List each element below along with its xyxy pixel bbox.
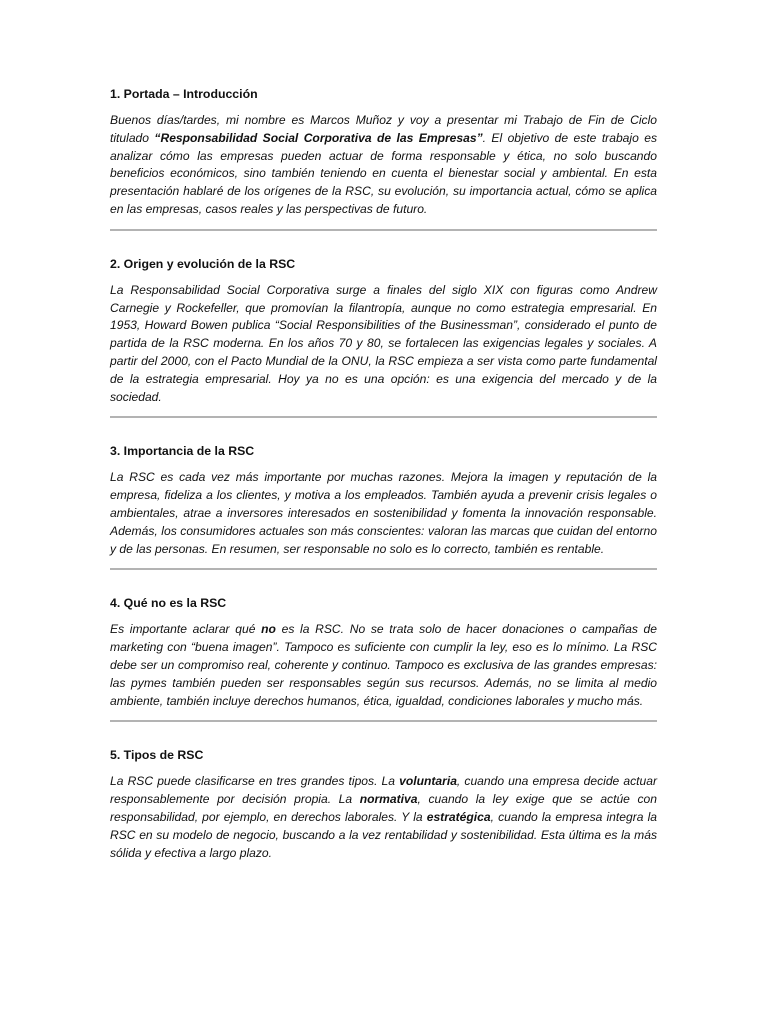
text-run: La RSC puede clasificarse en tres grandes tipos. La [110, 774, 400, 789]
section-paragraph [110, 112, 657, 219]
section-paragraph [110, 282, 657, 407]
text-run: . El objetivo de este trabajo es analizar cómo las empresas pueden actuar de forma responsable y ética, no solo buscando beneficios económicos, sino también teniendo en cuenta el bienestar social y ambiental. En esta presentación hablaré de los orígenes de la RSC, su evolución, su importancia actual, cómo se aplica en las empresas, casos reales y las perspectivas de futuro. [110, 130, 657, 216]
section-divider [110, 568, 657, 570]
section-paragraph [110, 469, 657, 558]
text-run: La RSC es cada vez más importante por muchas razones. Mejora la imagen y reputación de la empresa, fideliza a los clientes, y motiva a los empleados. También ayuda a prevenir crisis legales o ambientales, atrae a inversores interesados en sostenibilidad y fomenta la innovación responsable. Además, los consumidores actuales son más conscientes: valoran las marcas que cuidan del entorno y de las personas. En resumen, ser responsable no solo es lo correcto, también es rentable. [110, 470, 657, 556]
section-introduccion [110, 86, 657, 231]
section-paragraph [110, 621, 657, 710]
text-run: , cuando una empresa decide actuar responsablemente por decisión propia. La [110, 774, 657, 807]
section-divider [110, 416, 657, 418]
section-heading: 4. Qué no es la RSC [110, 596, 227, 611]
section-heading: 3. Importancia de la RSC [110, 444, 255, 459]
section-divider [110, 720, 657, 722]
section-tipos [110, 747, 657, 862]
text-run: La Responsabilidad Social Corporativa surge a finales del siglo XIX con figuras como Andrew Carnegie y Rockefeller, que promovían la filantropía, aunque no como estrategia empresarial. En 1953, Howard Bowen publica “Social Responsibilities of the Businessman”, considerado el punto de partida de la RSC moderna. En los años 70 y 80, se fortalecen las exigencias legales y sociales. A partir del 2000, con el Pacto Mundial de la ONU, la RSC empieza a ser vista como parte fundamental de la estrategia empresarial. Hoy ya no es una opción: es una exigencia del mercado y de la sociedad. [110, 282, 657, 404]
bold-text-run: “Responsabilidad Social Corporativa de las Empresas” [154, 130, 483, 145]
section-paragraph [110, 773, 657, 862]
section-divider [110, 229, 657, 231]
section-heading: 1. Portada – Introducción [110, 87, 258, 101]
bold-text-run: no [261, 622, 276, 637]
section-heading: 5. Tipos de RSC [110, 748, 204, 763]
bold-text-run: estratégica [426, 809, 491, 824]
document-page [110, 86, 657, 862]
section-origen [110, 256, 657, 419]
bold-text-run: normativa [359, 792, 418, 807]
bold-text-run: voluntaria [399, 774, 457, 789]
section-heading: 2. Origen y evolución de la RSC [110, 256, 296, 271]
section-que-no-es [110, 595, 657, 722]
text-run: Es importante aclarar qué [110, 622, 262, 637]
text-run: Buenos días/tardes, mi nombre es Marcos Muñoz y voy a presentar mi Trabajo de Fin de Ciclo titulado [110, 113, 657, 145]
text-run: es la RSC. No se trata solo de hacer donaciones o campañas de marketing con “buena imagen”. Tampoco es suficiente con cumplir la ley, eso es lo mínimo. La RSC debe ser un compromiso real, coherente y continuo. Tampoco es exclusiva de las grandes empresas: las pymes también pueden ser responsables según sus recursos. Además, no se limita al medio ambiente, también incluye derechos humanos, ética, igualdad, condiciones laborales y mucho más. [110, 622, 657, 708]
section-importancia [110, 443, 657, 570]
text-run: , cuando la empresa integra la RSC en su modelo de negocio, buscando a la vez rentabilidad y sostenibilidad. Esta última es la más sólida y efectiva a largo plazo. [110, 809, 657, 860]
text-run: , cuando la ley exige que se actúe con responsabilidad, por ejemplo, en derechos laborales. Y la [110, 792, 657, 824]
